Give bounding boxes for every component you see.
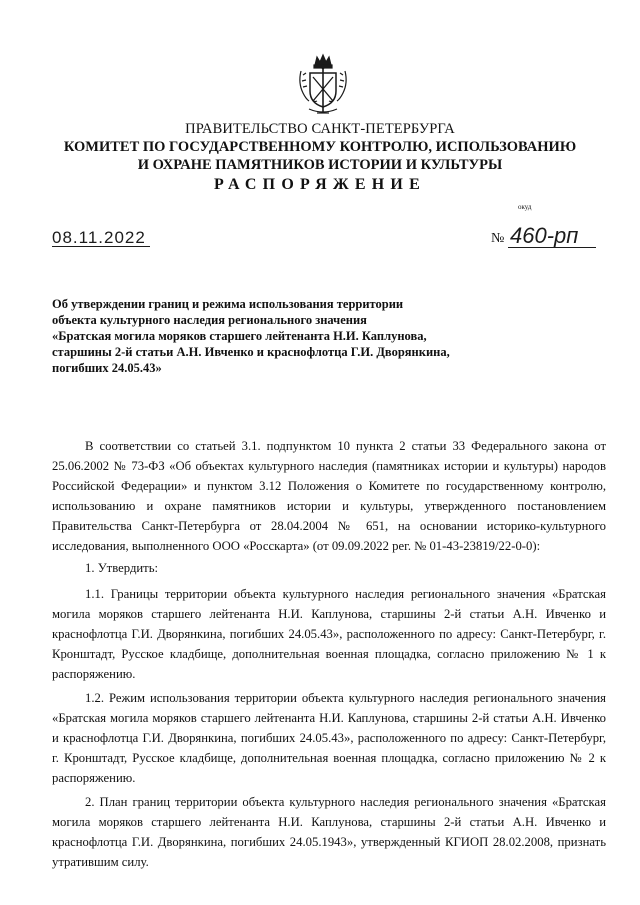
date-underline <box>52 246 150 247</box>
item-2: 2. План границ территории объекта культурного наследия регионального значения «Братская могила моряков старшего лейтенанта Н.И. Каплунова, старшины 2-й статьи А.Н. Ивченко и краснофлотца Г.И. Дворянкина, погибших 24.05.1943», утвержденный КГИОП 28.02.2008, признать утратившим силу. <box>52 795 606 869</box>
committee-line-2: И ОХРАНЕ ПАМЯТНИКОВ ИСТОРИИ И КУЛЬТУРЫ <box>137 156 503 173</box>
intro-paragraph: В соответствии со статьей 3.1. подпунктом 10 пункта 2 статьи 33 Федерального закона от 25.06.2002 № 73-ФЗ «Об объектах культурного наследия (памятниках истории и культуры) народов Российской Федерации» и пунктом 3.12 Положения о Комитете по государственному контролю, использованию и охране памятников истории и культуры, утвержденного постановлением Правительства Санкт-Петербурга от 28.04.2004 № 651, на основании историко-культурного исследования, выполненного ООО «Росскарта» (от 09.09.2022 рег. № 01-43-23819/22-0-0): <box>52 439 606 553</box>
item-1-2: 1.2. Режим использования территории объекта культурного наследия регионального значения «Братская могила моряков старшего лейтенанта Н.И. Каплунова, старшины 2-й статьи А.Н. Ивченко и краснофлотца Г.И. Дворянкина, погибших 24.05.43», расположенного по адресу: Санкт-Петербург, г. Кронштадт, Русское кладбище, дополнительная военная площадка, согласно приложению № 2 к распоряжению. <box>52 691 606 785</box>
subject-line-3: «Братская могила моряков старшего лейтенанта Н.И. Каплунова, <box>52 329 427 343</box>
coat-of-arms-icon <box>297 53 349 119</box>
subject-line-4: старшины 2-й статьи А.Н. Ивченко и краснофлотца Г.И. Дворянкина, <box>52 345 450 359</box>
committee-line-1: КОМИТЕТ ПО ГОСУДАРСТВЕННОМУ КОНТРОЛЮ, ИСПОЛЬЗОВАНИЮ <box>63 139 577 155</box>
document-type: РАСПОРЯЖЕНИЕ <box>214 176 426 193</box>
number-label: № <box>491 231 505 246</box>
subject-line-2: объекта культурного наследия регионального значения <box>52 313 367 327</box>
committee-name <box>0 139 640 174</box>
number-underline <box>508 247 596 248</box>
document-date: 08.11.2022 <box>52 228 146 247</box>
item-1: 1. Утвердить: <box>85 561 159 575</box>
document-subject <box>52 296 450 376</box>
document-body <box>52 436 606 876</box>
item-1-1: 1.1. Границы территории объекта культурного наследия регионального значения «Братская могила моряков старшего лейтенанта Н.И. Каплунова, старшины 2-й статьи А.Н. Ивченко и краснофлотца Г.И. Дворянкина, погибших 24.05.43», расположенного по адресу: Санкт-Петербург, г. Кронштадт, Русское кладбище, дополнительная военная площадка, согласно приложению № 1 к распоряжению. <box>52 587 606 681</box>
subject-line-5: погибших 24.05.43» <box>52 361 162 375</box>
document-number: 460-рп <box>510 223 579 248</box>
government-name: ПРАВИТЕЛЬСТВО САНКТ-ПЕТЕРБУРГА <box>185 121 455 137</box>
okud-label: окуд <box>518 203 532 211</box>
subject-line-1: Об утверждении границ и режима использования территории <box>52 297 404 311</box>
